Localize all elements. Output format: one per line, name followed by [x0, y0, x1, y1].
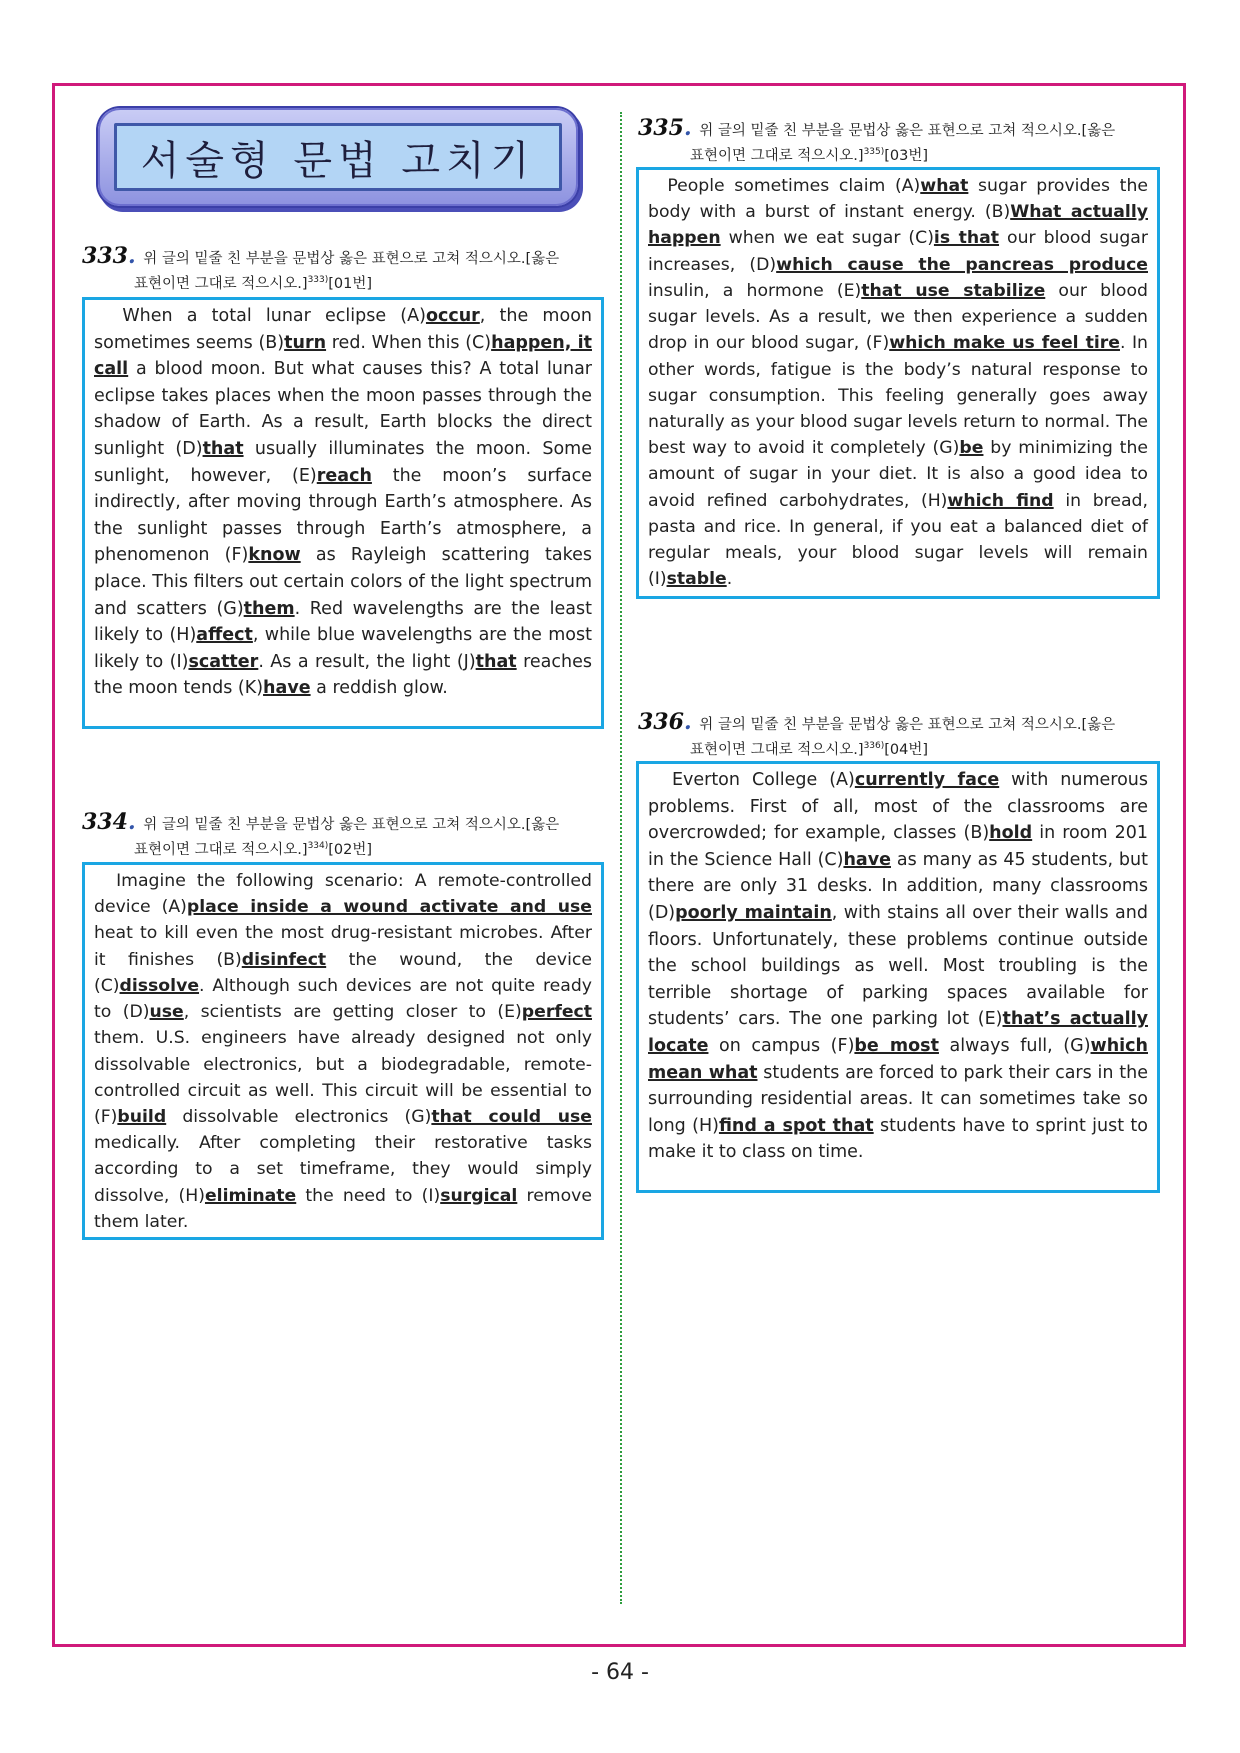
underlined-answer: that	[202, 438, 244, 459]
instruction-text-cont: 표현이면 그대로 적으시오.]	[134, 275, 308, 292]
passage-text: People sometimes claim (A)	[648, 176, 921, 196]
footnote-ref: 335)	[863, 147, 885, 157]
underlined-answer: currently face	[854, 770, 1000, 790]
passage-text: our blood sugar increases, (D)	[648, 228, 1148, 275]
underlined-answer: have	[263, 678, 311, 699]
passage-text: When a total lunar eclipse (A)	[94, 306, 426, 326]
question-header-334	[82, 809, 602, 861]
passage-text: Everton College (A)	[648, 770, 855, 790]
passage-text: , with stains all over their walls and floors. Unfortunately, these problems continue outside the school buildings as well. Most troubling is the terrible shortage of parking spaces available for students’ cars. The one parking lot (E)	[648, 902, 1148, 1030]
passage-text: , scientists are getting closer to (E)	[183, 1002, 522, 1023]
passage-text: always full, (G)	[938, 1035, 1091, 1056]
underlined-answer: know	[248, 545, 301, 566]
question-tag: [03번]	[884, 147, 929, 164]
question-header-335	[638, 115, 1160, 167]
passage-text: . Red wavelengths are the least likely to (H)	[94, 598, 592, 646]
footnote-ref: 336)	[863, 741, 885, 751]
passage-text: them. U.S. engineers have already designed not only dissolvable electronics, but a biodegradable, remote-controlled circuit as well. This circuit will be essential to (F)	[94, 1028, 592, 1127]
passage-text: medically. After completing their restorative tasks according to a set timeframe, they would simply dissolve, (H)	[94, 1133, 592, 1206]
passage-text: a blood moon. But what causes this? A total lunar eclipse takes places when the moon passes through the shadow of Earth. As a result, Earth blocks the direct sunlight (D)	[94, 359, 592, 459]
passage-text: remove them later.	[94, 1185, 592, 1232]
passage-text: students are forced to park their cars in the surrounding residential areas. It can sometimes take so long (H)	[648, 1062, 1148, 1136]
passage-text: dissolvable electronics (G)	[166, 1106, 432, 1127]
passage-text: . As a result, the light (J)	[258, 651, 476, 672]
passage-box-336	[636, 761, 1160, 1193]
underlined-answer: scatter	[188, 651, 259, 672]
underlined-answer: be	[959, 438, 984, 459]
underlined-answer: affect	[196, 625, 253, 646]
passage-box-335	[636, 167, 1160, 599]
underlined-answer: turn	[284, 332, 327, 353]
underlined-answer: that	[475, 651, 517, 672]
underlined-answer: is that	[933, 228, 1000, 249]
underlined-answer: surgical	[440, 1185, 518, 1206]
passage-text: as many as 45 students, but there are only 31 desks. In addition, many classrooms (D)	[648, 849, 1148, 923]
underlined-answer: disinfect	[241, 949, 327, 970]
instruction-text: 위 글의 밑줄 친 부분을 문법상 옳은 표현으로 고쳐 적으시오.[옳은	[143, 251, 560, 267]
instruction-text-cont: 표현이면 그대로 적으시오.]	[690, 741, 864, 758]
underlined-answer: be most	[854, 1035, 939, 1056]
underlined-answer: that’s actually locate	[648, 1009, 1148, 1056]
underlined-answer: happen, it call	[94, 332, 592, 380]
underlined-answer: place inside a wound activate and use	[186, 897, 592, 918]
page-number: - 64 -	[591, 1660, 649, 1685]
passage-text: as Rayleigh scattering takes place. This filters out certain colors of the light spectrum and scatters (G)	[94, 545, 592, 619]
passage-text: , while blue wavelengths are the most likely to (I)	[94, 625, 592, 672]
underlined-answer: dissolve	[119, 975, 200, 996]
passage-box-333	[82, 297, 604, 729]
passage-text: the need to (I)	[296, 1185, 441, 1206]
passage-text: our blood sugar levels. As a result, we then experience a sudden drop in our blood sugar, (F)	[648, 280, 1148, 354]
underlined-answer: find a spot that	[718, 1115, 874, 1136]
passage-text: sugar provides the body with a burst of instant energy. (B)	[648, 176, 1148, 223]
passage-text: insulin, a hormone (E)	[648, 280, 862, 301]
underlined-answer: use	[149, 1002, 184, 1023]
instruction-text: 위 글의 밑줄 친 부분을 문법상 옳은 표현으로 고쳐 적으시오.[옳은	[699, 123, 1116, 139]
passage-text: Imagine the following scenario: A remote-controlled device (A)	[94, 871, 592, 918]
passage-text: when we eat sugar (C)	[720, 228, 934, 249]
passage-text: , the moon sometimes seems (B)	[94, 306, 592, 353]
passage-text: the wound, the device (C)	[94, 949, 592, 996]
footnote-ref: 334)	[307, 841, 329, 851]
passage-text: by minimizing the amount of sugar in your diet. It is also a good idea to avoid refined carbohydrates, (H)	[648, 438, 1148, 511]
page-title: 서술형 문법 고치기	[140, 137, 536, 184]
question-number: 333.	[82, 243, 136, 269]
underlined-answer: have	[843, 849, 891, 870]
underlined-answer: eliminate	[204, 1185, 297, 1206]
passage-text: reaches the moon tends (K)	[94, 651, 592, 699]
passage-text: . In other words, fatigue is the body’s natural response to sugar consumption. This feeling generally goes away naturally as your blood sugar levels return to normal. The best way to avoid it completely (G)	[648, 333, 1148, 459]
question-tag: [04번]	[884, 741, 929, 758]
underlined-answer: reach	[316, 465, 372, 486]
underlined-answer: that use stabilize	[861, 280, 1046, 301]
instruction-text-cont: 표현이면 그대로 적으시오.]	[134, 841, 308, 858]
passage-text: the moon’s surface indirectly, after moving through Earth’s atmosphere. As the sunlight passes through Earth’s atmosphere, a phenomenon (F)	[94, 465, 592, 566]
question-header-333	[82, 243, 602, 295]
passage-text: red. When this (C)	[326, 332, 492, 353]
underlined-answer: stable	[666, 569, 727, 590]
column-divider	[620, 112, 622, 1604]
underlined-answer: What actually happen	[648, 202, 1148, 249]
instruction-text: 위 글의 밑줄 친 부분을 문법상 옳은 표현으로 고쳐 적으시오.[옳은	[143, 817, 560, 833]
title-inner	[114, 123, 562, 191]
question-number: 336.	[638, 709, 692, 735]
passage-text: students have to sprint just to make it to class on time.	[648, 1115, 1149, 1163]
underlined-answer: occur	[425, 306, 480, 326]
passage-text: heat to kill even the most drug-resistant microbes. After it finishes (B)	[94, 923, 592, 970]
passage-text: usually illuminates the moon. Some sunlight, however, (E)	[94, 438, 592, 486]
passage-text: . Although such devices are not quite ready to (D)	[94, 975, 592, 1023]
passage-text: in room 201 in the Science Hall (C)	[648, 823, 1148, 870]
passage-text: .	[726, 569, 733, 590]
underlined-answer: what	[920, 176, 969, 196]
underlined-answer: which make us feel tire	[889, 333, 1120, 354]
question-header-336	[638, 709, 1160, 761]
underlined-answer: perfect	[521, 1002, 592, 1023]
underlined-answer: hold	[989, 823, 1033, 844]
question-tag: [02번]	[328, 841, 373, 858]
underlined-answer: them	[243, 598, 295, 619]
question-tag: [01번]	[328, 275, 373, 292]
underlined-answer: poorly maintain	[675, 902, 832, 923]
passage-text: a reddish glow.	[310, 678, 448, 699]
passage-text: in bread, pasta and rice. In general, if you eat a balanced diet of regular meals, your blood sugar levels will remain (I)	[648, 490, 1148, 590]
underlined-answer: which find	[947, 490, 1054, 511]
underlined-answer: which mean what	[648, 1035, 1148, 1083]
instruction-text-cont: 표현이면 그대로 적으시오.]	[690, 147, 864, 164]
passage-text: on campus (F)	[708, 1035, 855, 1056]
title-badge	[98, 108, 578, 206]
question-number: 334.	[82, 809, 136, 835]
underlined-answer: that could use	[431, 1106, 592, 1127]
footnote-ref: 333)	[307, 275, 329, 285]
passage-text: with numerous problems. First of all, most of the classrooms are overcrowded; for example, classes (B)	[648, 770, 1148, 844]
underlined-answer: build	[117, 1106, 167, 1127]
underlined-answer: which cause the pancreas produce	[776, 254, 1148, 275]
instruction-text: 위 글의 밑줄 친 부분을 문법상 옳은 표현으로 고쳐 적으시오.[옳은	[699, 717, 1116, 733]
question-number: 335.	[638, 115, 692, 141]
passage-box-334	[82, 862, 604, 1240]
